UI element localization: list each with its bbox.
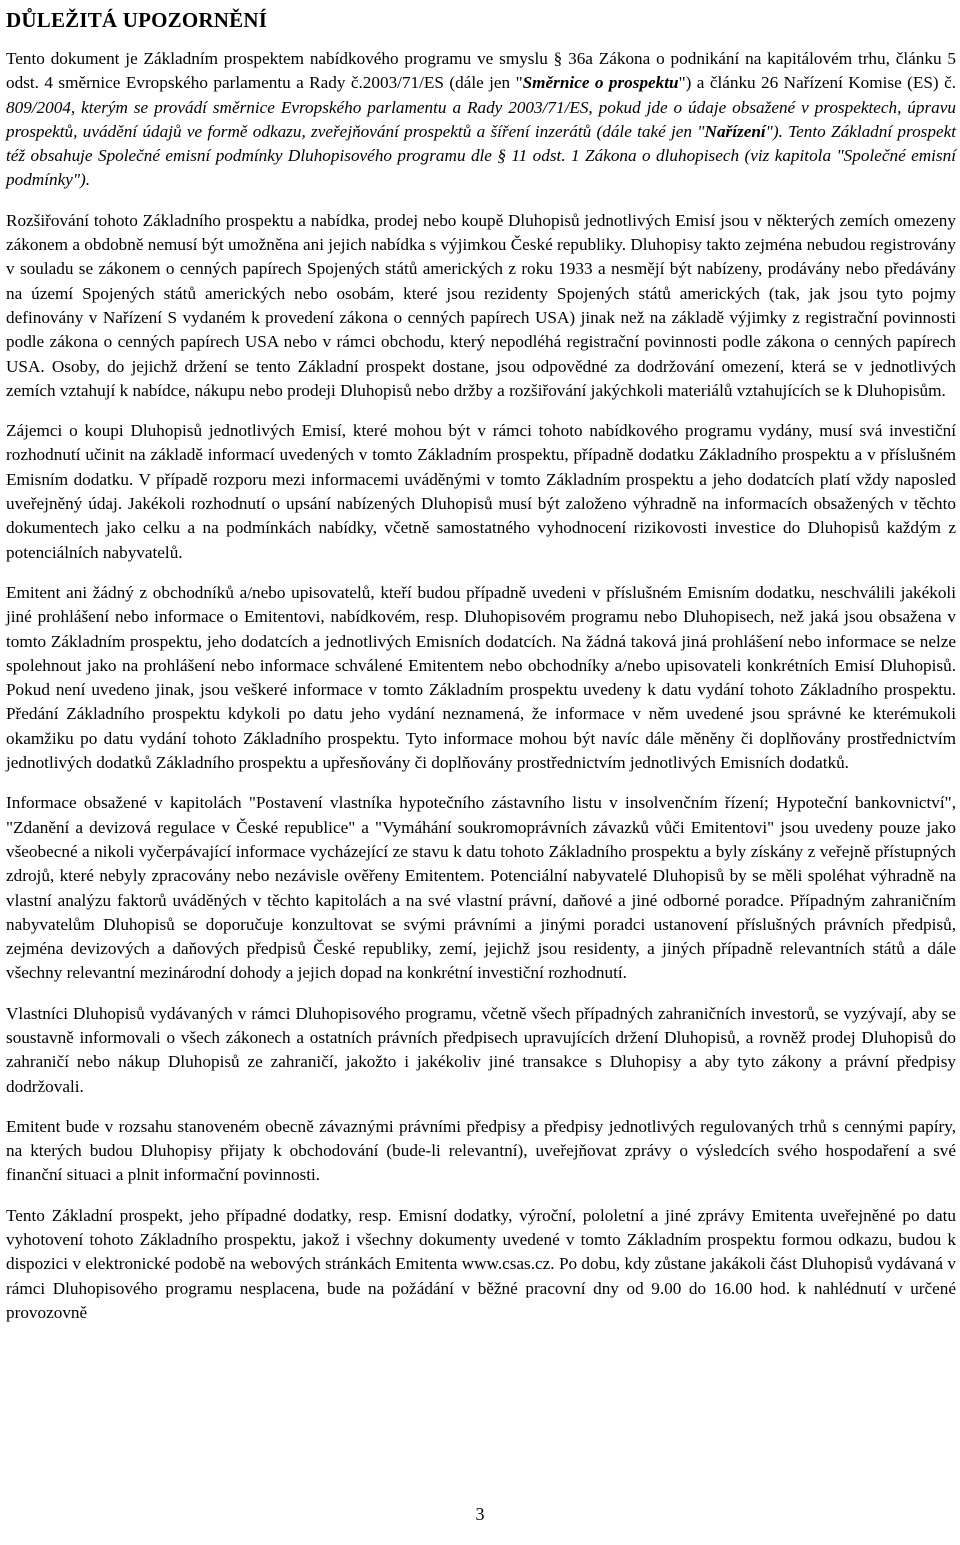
text-segment: Tento dokument je Základním prospektem nabídkového programu ve smyslu § 36a Zákona o podnikání na kapitálovém trhu, článku 5 odst. 4 směrnice Evropského parlamentu a Rady č.2003/71/ES (dále jen ": [6, 49, 956, 93]
paragraph-unauthorized-information: Emitent ani žádný z obchodníků a/nebo upisovatelů, kteří budou případně uvedeni v příslušném Emisním dodatku, neschválili jakékoli jiné prohlášení nebo informace o Emitentovi, nabídkovém, resp. Dluhopisovém programu nebo Dluhopisech, než jaká jsou obsažena v tomto Základním prospektu, jeho dodatcích a jednotlivých Emisních dodatcích. Na žádná taková jiná prohlášení nebo informace se nelze spolehnout jako na prohlášení nebo informace schválené Emitentem nebo obchodníky a/nebo upisovateli konkrétních Emisí Dluhopisů. Pokud není uvedeno jinak, jsou veškeré informace v tomto Základním prospektu uvedeny k datu vydání tohoto Základního prospektu. Předání Základního prospektu kdykoli po datu jeho vydání neznamená, že informace v něm uvedené jsou správné ke kterémukoli okamžiku po datu vydání tohoto Základního prospektu. Tyto informace mohou být navíc dále měněny či doplňovány prostřednictvím jednotlivých dodatků Základního prospektu a upřesňovány či doplňovány prostřednictvím jednotlivých Emisních dodatků.: [6, 582, 956, 773]
text-segment: "). Tento Základní prospekt též obsahuje Společné emisní podmínky Dluhopisového programu dle § 11 odst. 1 Zákona o dluhopisech (viz kapitola "Společné emisní podmínky").: [6, 121, 956, 190]
text-segment: 809/2004, kterým se provádí směrnice Evropského parlamentu a Rady 2003/71/ES, pokud jde o údaje obsažené v prospektech, úpravu prospektů, uvádění údajů ve formě odkazu, zveřejňování prospektů a šíření inzerátů (dále také jen ": [6, 97, 956, 141]
defined-term-smernice: Směrnice o prospektu: [522, 73, 679, 93]
page-number: 3: [475, 1504, 485, 1524]
paragraph-holders-obligations: Vlastníci Dluhopisů vydávaných v rámci Dluhopisového programu, včetně všech případných zahraničních investorů, se vyzývají, aby se soustavně informovali o všech zákonech a ostatních právních předpisech upravujících držení Dluhopisů, a rovněž prodej Dluhopisů do zahraničí nebo nákup Dluhopisů ze zahraničí, jakožto i jakékoliv jiné transakce s Dluhopisy a aby tyto zákony a právní předpisy dodržovali.: [6, 1003, 956, 1096]
paragraph-investor-decisions: Zájemci o koupi Dluhopisů jednotlivých Emisí, které mohou být v rámci tohoto nabídkového programu vydány, musí svá investiční rozhodnutí učinit na základě informací uvedených v tomto Základním prospektu, případně dodatku Základního prospektu a v příslušném Emisním dodatku. V případě rozporu mezi informacemi uváděnými v tomto Základním prospektu a jeho dodatcích platí vždy naposled uveřejněný údaj. Jakékoli rozhodnutí o upsání nabízených Dluhopisů musí být založeno výhradně na informacích obsažených v těchto dokumentech jako celku a na podmínkách nabídky, včetně samostatného vyhodnocení rizikovosti investice do Dluhopisů každým z potenciálních nabyvatelů.: [6, 421, 956, 562]
page-title: DŮLEŽITÁ UPOZORNĚNÍ: [6, 8, 268, 32]
paragraph-issuer-reporting: Emitent bude v rozsahu stanoveném obecně závaznými právními předpisy a předpisy jednotlivých regulovaných trhů s cennými papíry, na kterých budou Dluhopisy přijaty k obchodování (bude-li relevantní), uveřejňovat zprávy o výsledcích svého hospodaření a své finanční situaci a plnit informační povinnosti.: [6, 1116, 956, 1185]
paragraph-prospectus-definition: [6, 47, 956, 193]
paragraph-document-availability: Tento Základní prospekt, jeho případné dodatky, resp. Emisní dodatky, výroční, pololetní a jiné zprávy Emitenta uveřejněné po datu vyhotovení tohoto Základního prospektu, jakož i všechny dokumenty uvedené v tomto Základním prospektu formou odkazu, budou k dispozici v elektronické podobě na webových stránkách Emitenta www.csas.cz. Po dobu, kdy zůstane jakákoli část Dluhopisů vydávaná v rámci Dluhopisového programu nesplacena, bude na požádání v běžné pracovní dny od 9.00 do 16.00 hod. k nahlédnutí v určené provozovně: [6, 1205, 956, 1322]
defined-term-narizeni: Nařízení: [704, 121, 766, 141]
paragraph-chapter-information: Informace obsažené v kapitolách "Postavení vlastníka hypotečního zástavního listu v insolvenčním řízení; Hypoteční bankovnictví", "Zdanění a devizová regulace v České republice" a "Vymáhání soukromoprávních závazků vůči Emitentovi" jsou uvedeny pouze jako všeobecné a nikoli vyčerpávající informace vycházející ze stavu k datu tohoto Základního prospektu a byly získány z veřejně přístupných zdrojů, které nebyly zpracovány nebo nezávisle ověřeny Emitentem. Potenciální nabyvatelé Dluhopisů by se měli spoléhat výhradně na vlastní analýzu faktorů uváděných v těchto kapitolách a na své vlastní právní, daňové a jiné odborné poradce. Případným zahraničním nabyvatelům Dluhopisů se doporučuje konzultovat se svými právními a jinými poradci ustanovení příslušných právních předpisů, zejména devizových a daňových předpisů České republiky, zemí, jejichž jsou residenty, a jiných případně relevantních států a dále všechny relevantní mezinárodní dohody a jejich dopad na konkrétní investiční rozhodnutí.: [6, 793, 956, 983]
text-segment: ") a článku 26 Nařízení Komise (ES) č.: [678, 73, 957, 93]
paragraph-distribution-restrictions: Rozšiřování tohoto Základního prospektu a nabídka, prodej nebo koupě Dluhopisů jednotlivých Emisí jsou v některých zemích omezeny zákonem a obdobně nemusí být umožněna ani jejich nabídka s výjimkou České republiky. Dluhopisy takto zejména nebudou registrovány v souladu se zákonem o cenných papírech Spojených států amerických z roku 1933 a nesmějí být nabízeny, prodávány nebo předávány na území Spojených států amerických nebo osobám, které jsou rezidenty Spojených států amerických (tak, jak jsou tyto pojmy definovány v Nařízení S vydaném k provedení zákona o cenných papírech USA) jinak než na základě výjimky z registrační povinnosti podle zákona o cenných papírech USA nebo v rámci obchodu, který nepodléhá registrační povinnosti podle zákona o cenných papírech USA. Osoby, do jejichž držení se tento Základní prospekt dostane, jsou odpovědné za dodržování omezení, která se v jednotlivých zemích vztahují k nabídce, nákupu nebo prodeji Dluhopisů nebo držby a rozšiřování jakýchkoli materiálů vztahujících se k Dluhopisům.: [6, 210, 956, 400]
text-segment-italic: [6, 98, 956, 190]
